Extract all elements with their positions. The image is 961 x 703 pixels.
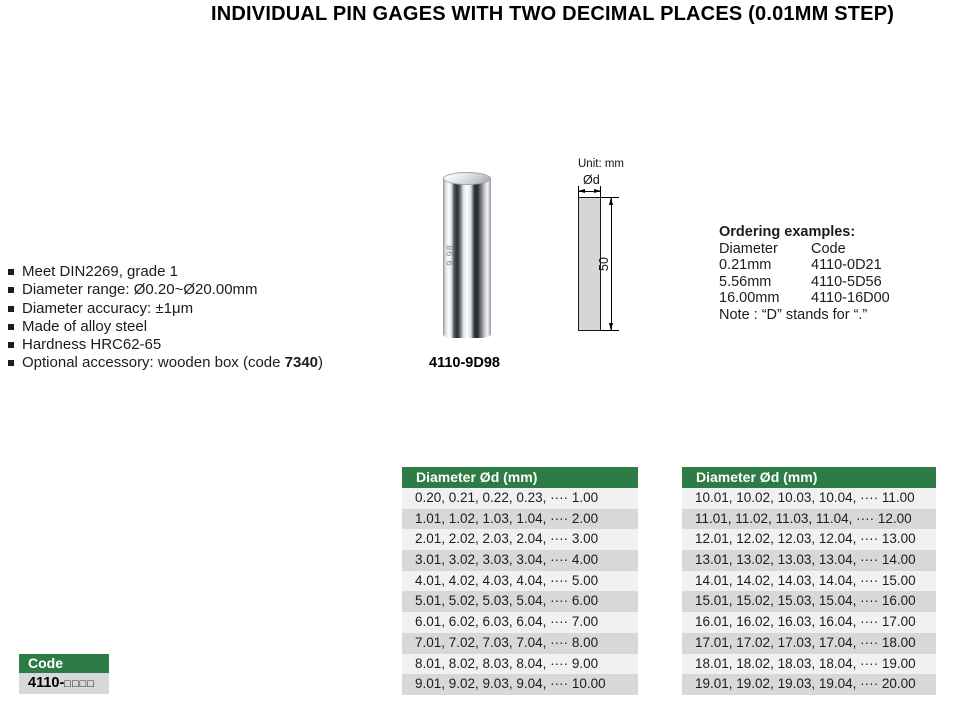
ordering-row: 5.56mm 4110-5D56	[719, 273, 882, 290]
bullet-icon	[8, 360, 14, 366]
code-header: Code	[19, 654, 109, 673]
feature-list	[8, 263, 323, 373]
arrowhead-icon	[609, 197, 613, 205]
code-block	[19, 654, 109, 694]
feature-text: Optional accessory: wooden box (code 7340)	[22, 354, 324, 372]
col-code-header: Code	[811, 240, 846, 257]
ordering-row: 16.00mm 4110-16D00	[719, 290, 890, 307]
table-row: 6.01, 6.02, 6.03, 6.04, ···· 7.00	[402, 612, 638, 633]
accessory-code: 7340	[284, 354, 319, 372]
feature-item	[8, 318, 323, 336]
table-row: 15.01, 15.02, 15.03, 15.04, ···· 16.00	[682, 591, 936, 612]
arrowhead-icon	[578, 189, 585, 193]
ordering-header-row	[719, 241, 890, 258]
table-row: 14.01, 14.02, 14.03, 14.04, ···· 15.00	[682, 571, 936, 592]
feature-text: Meet DIN2269, grade 1	[22, 263, 178, 280]
table-row: 0.20, 0.21, 0.22, 0.23, ···· 1.00	[402, 488, 638, 509]
feature-text: Diameter accuracy: ±1μm	[22, 299, 194, 317]
code-value: 4110-□□□□	[19, 673, 109, 694]
bullet-icon	[8, 324, 14, 330]
product-code-label: 4110-9D98	[429, 355, 500, 371]
ordering-heading: Ordering examples:	[719, 224, 856, 240]
bullet-icon	[8, 287, 14, 293]
ordering-row: 0.21mm 4110-0D21	[719, 257, 882, 274]
unit-label: Unit: mm	[578, 158, 624, 170]
bullet-icon	[8, 269, 14, 275]
table-row: 17.01, 17.02, 17.03, 17.04, ···· 18.00	[682, 633, 936, 654]
bullet-icon	[8, 342, 14, 348]
arrowhead-icon	[594, 189, 601, 193]
table-row: 13.01, 13.02, 13.03, 13.04, ···· 14.00	[682, 550, 936, 571]
dimension-drawing	[565, 158, 650, 350]
diameter-table-right	[682, 467, 936, 695]
table-row: 4.01, 4.02, 4.03, 4.04, ···· 5.00	[402, 571, 638, 592]
feature-text: Made of alloy steel	[22, 317, 148, 335]
ordering-note: Note : “D” stands for “.”	[719, 306, 868, 323]
table-row: 10.01, 10.02, 10.03, 10.04, ···· 11.00	[682, 488, 936, 509]
table-row: 12.01, 12.02, 12.03, 12.04, ···· 13.00	[682, 529, 936, 550]
col-diameter-header: Diameter	[719, 240, 778, 257]
feature-item	[8, 354, 323, 372]
arrowhead-icon	[609, 323, 613, 331]
pin-gage-photo	[443, 172, 491, 340]
table-row: 2.01, 2.02, 2.03, 2.04, ···· 3.00	[402, 529, 638, 550]
table-row: 16.01, 16.02, 16.03, 16.04, ···· 17.00	[682, 612, 936, 633]
table-row: 9.01, 9.02, 9.03, 9.04, ···· 10.00	[402, 674, 638, 695]
feature-item	[8, 281, 323, 299]
length-dim-label: 50	[596, 257, 611, 271]
bullet-icon	[8, 306, 14, 312]
table-row: 18.01, 18.02, 18.03, 18.04, ···· 19.00	[682, 654, 936, 675]
pin-engraved-size: 9.98	[444, 244, 455, 266]
table-row: 7.01, 7.02, 7.03, 7.04, ···· 8.00	[402, 633, 638, 654]
feature-item	[8, 300, 323, 318]
table-header: Diameter Ød (mm)	[682, 467, 936, 488]
feature-item	[8, 263, 323, 281]
table-row: 19.01, 19.02, 19.03, 19.04, ···· 20.00	[682, 674, 936, 695]
diameter-dim-label: Ød	[583, 173, 600, 187]
feature-item	[8, 336, 323, 354]
table-row: 11.01, 11.02, 11.03, 11.04, ···· 12.00	[682, 509, 936, 530]
feature-text: Diameter range: Ø0.20~Ø20.00mm	[22, 281, 258, 299]
diameter-table-left	[402, 467, 638, 695]
table-row: 8.01, 8.02, 8.03, 8.04, ···· 9.00	[402, 654, 638, 675]
feature-text: Hardness HRC62-65	[22, 336, 162, 354]
ordering-examples	[719, 224, 890, 324]
table-header: Diameter Ød (mm)	[402, 467, 638, 488]
table-row: 3.01, 3.02, 3.03, 3.04, ···· 4.00	[402, 550, 638, 571]
page-title: INDIVIDUAL PIN GAGES WITH TWO DECIMAL PLACES (0.01MM STEP)	[211, 3, 895, 25]
length-dimension-line	[611, 197, 612, 331]
pin-cylinder-top	[443, 172, 491, 185]
table-row: 1.01, 1.02, 1.03, 1.04, ···· 2.00	[402, 509, 638, 530]
table-row: 5.01, 5.02, 5.03, 5.04, ···· 6.00	[402, 591, 638, 612]
code-placeholder-boxes: □□□□	[64, 678, 95, 690]
